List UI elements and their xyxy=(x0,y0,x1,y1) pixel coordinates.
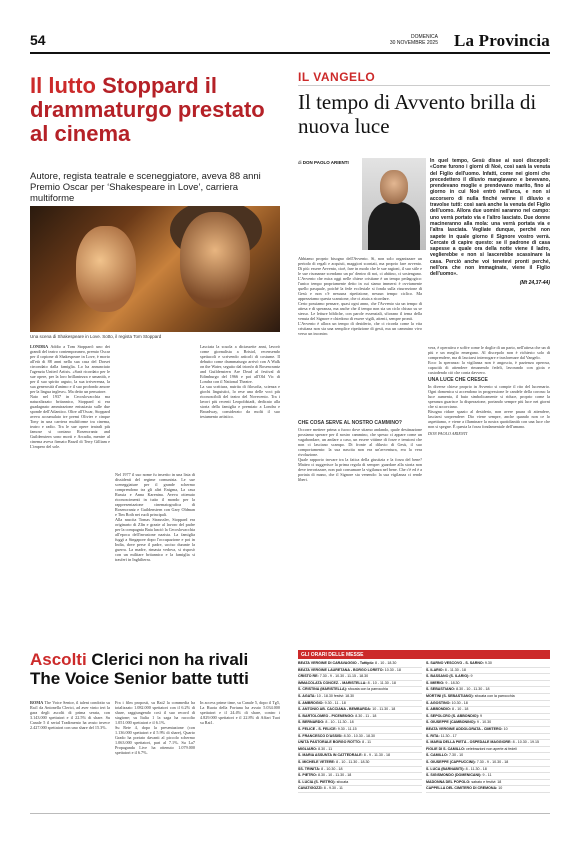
church-name: S. AMBROGIO: xyxy=(298,700,324,705)
church-name: MORTINI (S. SEBASTIANO): xyxy=(426,693,474,698)
mass-times-row xyxy=(298,786,422,793)
photo-shape xyxy=(380,170,408,204)
mass-hours: 8.30 - 10 - 11.30 - 18 xyxy=(316,773,352,778)
mass-times-row xyxy=(298,767,422,774)
right-article-byline xyxy=(298,160,356,166)
photo-shape xyxy=(76,226,136,312)
mass-hours: 8 - 10.30 - 19.15 xyxy=(511,740,539,745)
mass-times-row xyxy=(426,707,550,714)
mass-times-row xyxy=(298,694,422,701)
church-name: S. FELICE - S. FELICE: xyxy=(298,726,337,731)
mass-times-title: GLI ORARI DELLE MESSE xyxy=(298,650,550,659)
right-article-paragraph: Quale rapporto trovare tra la fatica della giustizia e la forza del bene? Matteo ci suggerisce la prima regola di sempre: guardare alla storia non deve terrorizzare, non può consumare la vigilanza nel bene. Che c'è ed è a portata di mano, che il Signore sta venendo: la sua vigilanza ci rende liberi. xyxy=(298,457,422,482)
mass-hours: 8 - 10.30 - 18 xyxy=(320,766,343,771)
bottom-article-kicker: Ascolti xyxy=(30,650,87,669)
mass-times-row xyxy=(426,694,550,701)
mass-hours: 9 - 18.30 xyxy=(444,680,460,685)
church-name: S. PIETRO: xyxy=(298,773,317,778)
mass-times-row xyxy=(298,740,422,747)
left-article-paragraph: Nato nel 1937 in Cecoslovacchia ma naturalizzato britannico, Stoppard si era guadagnato ammirazione entusiasta sulle due sponde dell'Atlantico. Oltre all'Oscar, Stoppard aveva accumulato tre premi Olivier e cinque Tony in una carriera multiforme tra cinema, teatro e radio. Tra le sue opere teatrali più famose si contano Rosencrantz and Guildenstern sono morti e Arcadia, mentre al cinema aveva firmato Brazil di Terry Gilliam e L'impero del sole. xyxy=(30,394,110,449)
church-name: BEATA VERGINE LAURETANA - BORGO LORETO: xyxy=(298,667,384,672)
left-article-paragraph: Alla nascita Tomas Straussler, Stoppard era originario di Zlín e grazie al lavoro del padre per la compagnia Bata lasciò la Cecoslovacchia all'epoca dell'invasione nazista. La famiglia fuggì a Singapore dopo l'occupazione e poi in India, dove perse il padre, ucciso durante la guerra. La madre, rimasta vedova, si risposò con un militare britannico e la famiglia si trasferì in Inghilterra. xyxy=(115,517,195,562)
mass-times-row xyxy=(298,668,422,675)
mass-hours: 8.30 - 11 xyxy=(317,746,333,751)
church-name: FIGLIE DI S. CAMILLO: xyxy=(426,746,466,751)
mass-times-row xyxy=(426,668,550,675)
mass-times-column-2 xyxy=(426,661,550,793)
bottom-article-paragraph: Fra i film proposti, su Rai2 la commedia ha totalizzato 1.082.000 spettatori con il 6.2% di share, raggiungendo così il suo record di stagione; su Italia 1 la saga ha raccolto 1.051.000 spettatori e il 6.1%. xyxy=(115,700,195,725)
church-name: S. CRISTINA (MARISTELLA): xyxy=(298,687,347,692)
mass-times-row xyxy=(426,747,550,754)
mass-times-row xyxy=(298,773,422,780)
mass-hours: 8 - 9 - 11.30 - 18 xyxy=(362,753,391,758)
mass-hours: 7.30 - 10 xyxy=(447,753,464,758)
mass-hours: 9 - 10.30 xyxy=(475,720,492,725)
mass-times-row xyxy=(298,707,422,714)
gospel-quote-reference: (Mt 24,37-44) xyxy=(519,279,550,286)
byline-name: DON PAOLO ARIENTI xyxy=(302,160,349,165)
mass-times-row xyxy=(426,687,550,694)
church-name: IMMACOLATA CONCEZ. - MARISTELLA: xyxy=(298,680,367,685)
right-article-paragraph: Ecco la speranza: la vigilanza non è angoscia, è pazienza operosa, capacità di attendere rimanendo fedeli, lavorando con gioia e custodendo ciò che conta davvero. xyxy=(428,360,550,375)
left-article-kicker: Il lutto xyxy=(30,73,96,98)
church-name: S. SEPOLCRO (S. ABBONDIO): xyxy=(426,713,479,718)
right-article-column-1b xyxy=(298,418,422,634)
mass-hours: 9 xyxy=(478,713,482,718)
church-name: CAVATIGOZZI: xyxy=(298,786,323,791)
mass-hours: 10 xyxy=(502,726,508,731)
mass-hours: 7.30 - 9 - 10.30 - 18 xyxy=(475,759,509,764)
mass-times-row xyxy=(426,727,550,734)
mass-times-row xyxy=(426,760,550,767)
church-name: BEATA VERGINE DI CARAVAGGIO - Tuttipiù: xyxy=(298,661,374,665)
mass-hours: 7.30 - 9 - 10.30 - 11.15 - 18.30 xyxy=(318,674,369,679)
left-article-column-3 xyxy=(200,344,280,634)
mass-hours: 8.30 - 10.30 - 18.30 xyxy=(342,733,375,738)
mass-hours: 8 - 10 - 18.30 xyxy=(374,661,397,665)
mass-times-row xyxy=(426,714,550,721)
mass-hours: sfocata con la parrocchia xyxy=(473,693,515,698)
mass-hours: 8 - 10 - 18 xyxy=(451,707,469,712)
church-name: S. GIUSEPPE (CAPPUCCINI): xyxy=(426,759,476,764)
mass-hours: 8 - 11.30 - 18 xyxy=(464,766,487,771)
church-name: S. LUCIA (S. PIETRO): xyxy=(298,779,336,784)
mass-times-row xyxy=(298,674,422,681)
mass-times-row xyxy=(426,786,550,793)
right-article-paragraph: Certo possiamo pensare, quasi ogni anno, che l'Avvento sia un tempo di attesa e di speranza, ma anche che il tempo non sia un ciclo chiuso su se stesso. Le letture bibliche, con parole essenziali, sfiorano il tema della venuta del Signore e chiedono di essere vigili, attenti, sempre pronti. xyxy=(298,301,422,321)
church-name: UNITÀ PASTORALE BORGO ROTTO: xyxy=(298,740,362,745)
left-article-paragraph: Addio a Tom Stoppard: uno dei grandi del teatro contemporaneo, premio Oscar per il copione di Shakespeare in Love, è morto all'età di 88 anni nella sua casa del Dorset circondato dalla famiglia. Lo ha annunciato l'agenzia United Artists. «Sarà ricordato per le sue opere, per la loro brillantezza e umanità, e per il suo spirito arguto, la sua irriverenza, la sua generosità d'animo e il suo profondo amore per la lingua inglese». Ma detto un pensatore. xyxy=(30,344,110,394)
mass-times-row xyxy=(426,701,550,708)
church-name: S. SARNO VESCOVO - S. SARNO: xyxy=(426,661,484,665)
photo-caption: Una scena di Shakespeare in Love. Sotto, il regista Tom Stoppard xyxy=(30,334,162,339)
left-article-paragraph: Nel 1977 il suo nome fu inserito in una lista di dissidenti del regime comunista. Le sue sceneggiature per il grande schermo comprendono tra gli altri Enigma, La casa Russia e Anna Karenina. Aveva ottenuto riconoscimenti in tutto il mondo per la rappresentazione cinematografica di Rosencrantz e Guildenstern con Gary Oldman e Tim Roth nei ruoli principali. xyxy=(115,472,195,517)
church-name: S. MARIA ASSUNTA IN CATTEDRALE: xyxy=(298,753,363,758)
header-date-full: 30 NOVEMBRE 2025 xyxy=(389,40,438,46)
church-name: S. GIUSEPPE (CAMBONINO): xyxy=(426,720,476,725)
church-name: S. BERNARDO: xyxy=(298,720,325,725)
church-name: S. SIGISMONDO (DOMENICANI): xyxy=(426,773,482,778)
bottom-article-column-2 xyxy=(115,700,195,810)
bottom-article-headline xyxy=(30,650,280,688)
mass-times-row xyxy=(298,701,422,708)
mass-times-row xyxy=(426,720,550,727)
church-name: S. ABBONDIO: xyxy=(426,707,452,712)
mass-hours: 9.30 xyxy=(483,661,492,665)
mass-hours: 8.30 - 10 - 11.30 - 18 xyxy=(455,687,490,692)
left-article-paragraph: La sua scrittura, nutrita di filosofia, scienza e giochi linguistici, lo rese una delle voci più riconoscibili del teatro del Novecento. Tra i lavori più recenti Leopoldstadt, dedicato alla storia della famiglia e premiato a Londra e Broadway, considerato da molti il suo testamento artistico. xyxy=(200,384,280,419)
church-name: S. RITA: xyxy=(426,733,440,738)
right-article-paragraph: Occorre mettere prima a fuoco dove stiamo andando, quale destinazione possiamo sperare per il nostro cammino, che spesso ci appare come un vagabondare, un andare a caso, un essere vittime di forze e tensioni che non ci lasciano scampo. Di fronte al diluvio di Gesù, il suo comportamento: la sua nascita non era un'avventura, era la vera rivoluzione. xyxy=(298,427,422,457)
church-name: BEATA VERGINE ADDOLORATA - CIMITERO: xyxy=(426,726,503,731)
church-name: S. CAMILLO: xyxy=(426,753,448,758)
bottom-article-dateline: ROMA xyxy=(30,700,44,705)
church-name: SS. TRINITÀ: xyxy=(298,766,321,771)
right-article-column-2 xyxy=(428,345,550,635)
mass-times-row xyxy=(298,747,422,754)
right-article-paragraph: Abbiamo proprio bisogno dell'Avvento. Sì, non solo organizzare un periodo di regali e acquisti, maggiori scontati, ma proprio fare avvento. Di più: essere Avvento, cioè, fare in modo che le sue ragioni, il suo stile e le sue risonanze scendano un po' dentro di noi, ci abitino, ci sostengano. L'Avvento che mica oggi nelle chiese cristiane è un tempo pedagogico: l'unico tempo propriamente detto in cui siamo immersi è ovviamente quello pasquale, poiché la fede ecclesiale si fonda sulla risurrezione di Gesù e non c'è nessuna ripetizione, nessun tempo ciclico. Ma apprezziamo questa scansione, che ci aiuta a ricordare. xyxy=(298,256,422,301)
mass-times-row xyxy=(298,681,422,688)
mass-hours: 8 - 11 xyxy=(361,740,372,745)
church-name: MIGLIARO: xyxy=(298,746,318,751)
mass-hours: 8 - 10 - 11.30 - 18 xyxy=(366,680,396,685)
left-article-dateline: LONDRA xyxy=(30,344,49,349)
mass-hours: 10 - 11.30 - 18 xyxy=(371,707,396,712)
mass-hours: 8.30 - 11 - 18 xyxy=(354,713,377,718)
mass-hours: 10.30 - 18 xyxy=(383,667,401,672)
mass-hours: 8 - 9.30 - 11 xyxy=(322,786,343,791)
church-name: MADONNA DEL POPOLO: xyxy=(426,779,471,784)
church-name: S. MARIA DELLA PIETÀ - OSPEDALE MAGGIORE: xyxy=(426,740,512,745)
church-name: CAPPELLA DEL CIMITERO DI CREMONA: xyxy=(426,786,498,791)
mass-times-row xyxy=(298,714,422,721)
church-name: S. MICHELE VETERE: xyxy=(298,759,336,764)
church-name: S. AGOSTINO: xyxy=(426,700,451,705)
page-header xyxy=(30,30,550,54)
mass-hours: 9 - 11 xyxy=(481,773,492,778)
church-name: S. ILARIO: xyxy=(426,667,444,672)
left-article-column-2 xyxy=(115,472,195,634)
mass-times-row xyxy=(298,734,422,741)
church-name: S. ANTONIO AB. CACCIANA - BEMBARDA: xyxy=(298,707,372,712)
left-article-paragraph: Lasciata la scuola a diciassette anni, lavorò come giornalista a Bristol, recensendo spettacoli e scrivendo articoli di costume. Il debutto come drammaturgo arrivò con A Walk on the Water, seguito dal trionfo di Rosencrantz and Guildenstern Are Dead al festival di Edimburgo del 1966 e poi all'Old Vic di Londra con il National Theatre. xyxy=(200,344,280,384)
header-date xyxy=(390,34,438,46)
mass-hours: 8 - 10 - 11.30 - 18.30 xyxy=(335,759,370,764)
mass-hours: 10 xyxy=(497,786,503,791)
mass-hours: celebrazioni non aperte ai fedeli xyxy=(465,746,517,751)
page-footer-rule xyxy=(30,813,550,814)
mass-times-row xyxy=(426,767,550,774)
mass-times-row xyxy=(298,760,422,767)
left-article-subtitle: Autore, regista teatrale e sceneggiatore, aveva 88 anni Premio Oscar per ‘Shakespeare in Love’, carriera multiforme xyxy=(30,171,261,204)
right-article-signature: DON PAOLO ARIENTI xyxy=(428,431,468,436)
gospel-quote-text: In quel tempo, Gesù disse ai suoi discepoli: «Come furono i giorni di Noè, così sarà la venuta del Figlio dell'uomo. Infatti, come nei giorni che precedettero il diluvio mangiavano e bevevano, prendevano moglie e prendevano marito, fino al giorno in cui Noè entrò nell'arca, e non si accorsero di nulla finché venne il diluvio e travolse tutti: così sarà anche la venuta del Figlio dell'uomo. Allora due uomini saranno nel campo: uno verrà portato via e l'altro lasciato. Due donne macineranno alla mola: una verrà portata via e l'altra lasciata. Vegliate dunque, perché non sapete in quale giorno il Signore vostro verrà. Cercate di capire questo: se il padrone di casa sapesse a quale ora della notte viene il ladro, veglierebbe e non si lascerebbe scassinare la casa. Perciò anche voi tenetevi pronti perché, nell'ora che non immaginate, viene il Figlio dell'uomo». xyxy=(430,158,550,278)
page-number: 54 xyxy=(30,32,46,48)
byline-prefix: di xyxy=(298,160,302,165)
bottom-article-paragraph: The Voice Senior, il talent condotto su Rai1 da Antonella Clerici, ad aver vinto ieri la gara degli ascolti di prima serata, con 3.143.000 spettatori e il 22.5% di share. Su Canale 5 il serial Tradimento ha avuto invece 2.427.000 spettatori con uno share del 15.3%. xyxy=(30,700,110,730)
mass-hours: 10 - 18.30 festivi: 18.30 xyxy=(315,693,355,698)
mass-times-row xyxy=(426,661,550,668)
mass-times-row xyxy=(426,753,550,760)
film-scene-photo xyxy=(30,206,280,332)
left-article-headline xyxy=(30,74,280,146)
mass-times-row xyxy=(426,740,550,747)
mass-hours: 9 xyxy=(469,674,473,679)
mass-times-row xyxy=(426,773,550,780)
mass-hours: 9.30 - 11 - 18 xyxy=(323,700,346,705)
mass-times-row xyxy=(426,681,550,688)
right-article-title: Il tempo di Avvento brilla di nuova luce xyxy=(298,90,537,138)
right-article-paragraph: Bisogna ridare spazio al desiderio, non avere paura di attendere, lasciarsi sorprendere: Dio viene sempre, anche quando non ce lo aspettiamo, e viene a illuminare la nostra quotidianità con una luce che non si spegne. È questa la forza fondamentale dell'umano. xyxy=(428,409,550,429)
bottom-article-paragraph: In access prime time, su Canale 5, dopo il Tg5, La Ruota della Fortuna ha avuto 5.034.000 spettatori e il 24.4% di share, contro i 4.829.000 spettatori e il 22.8% di Affari Tuoi su Rai1. xyxy=(200,700,280,725)
mass-hours: 11.30 - 17 xyxy=(439,733,457,738)
church-name: S. BASSANO (S. ILARIO): xyxy=(426,674,470,679)
header-date-day: DOMENICA xyxy=(411,34,438,40)
mass-times-row xyxy=(298,661,422,668)
right-article-paragraph: In diverse chiese proprio in Avvento si compie il rito del lucernario. Ogni domenica si accendono in progressione le candele della corona: la luce aumenta, il buio simbolicamente si riduce, proprio come la speranza guarisce la disperazione, portando sempre più luce nei giorni che si accorciano. xyxy=(428,384,550,409)
mass-times-row xyxy=(298,780,422,787)
right-article-subhead: CHE COSA SERVE AL NOSTRO CAMMINO? xyxy=(298,420,402,426)
church-name: S. SEBASTIANO: xyxy=(426,687,456,692)
mass-times-row xyxy=(298,727,422,734)
photo-shape xyxy=(368,202,420,250)
gospel-quote xyxy=(430,158,550,330)
church-name: S. IMERIO: xyxy=(426,680,445,685)
mass-times-row xyxy=(298,687,422,694)
newspaper-logo: La Provincia xyxy=(453,31,550,50)
mass-hours: 8 - 10 - 11.30 - 18 xyxy=(324,720,354,725)
mass-times-row xyxy=(426,734,550,741)
mass-hours: 10.30 - 18 xyxy=(450,700,468,705)
mass-hours: 8 - 11.30 - 18 xyxy=(443,667,466,672)
left-article-title: Stoppard il drammaturgo prestato al cinema xyxy=(30,73,265,146)
mass-times-table xyxy=(298,661,550,811)
mass-times-row xyxy=(298,753,422,760)
author-photo xyxy=(362,158,426,250)
church-name: S. LUCA (BARNABITI): xyxy=(426,766,465,771)
left-article-column-1 xyxy=(30,344,110,634)
mass-hours: 9.30 - 11.15 xyxy=(336,726,357,731)
right-article-kicker: IL VANGELO xyxy=(298,70,550,86)
right-article-paragraph: vera, è operativa e soffre come le doglie di un parto, nell'attesa che un di più e un meglio emergano. Al discepolo non è richiesto solo di comprendere, ma di lasciarsi interrogare e trasformare dal Vangelo. xyxy=(428,345,550,360)
right-article-column-1a xyxy=(298,256,422,416)
mass-hours: sfocata xyxy=(335,779,349,784)
bottom-article-column-1 xyxy=(30,700,110,810)
mass-times-row xyxy=(298,720,422,727)
church-name: S. AGATA: xyxy=(298,693,316,698)
mass-hours: sfocata con la parrocchia xyxy=(346,687,388,692)
mass-times-column-1 xyxy=(298,661,422,793)
mass-hours: sabato e festivi: 18 xyxy=(470,779,502,784)
bottom-article-paragraph: Su Rete 4, dopo la presentazione (con 1.136.000 spettatori e il 5.9% di share), Quarto Grado ha portato davanti al piccolo schermo 1.063.000 spettatori, pari al 7.1%. Su La7 Propaganda Live ha ottenuto 1.079.000 spettatori e il 6.7%. xyxy=(115,725,195,755)
mass-times-row xyxy=(426,674,550,681)
right-article-paragraph: L'Avvento è allora un tempo di desiderio, che ci ricorda come la vita cristiana non sia una semplice ripetizione di gesti, ma un cammino vivo verso un incontro. xyxy=(298,321,422,336)
church-name: CRISTO RE: xyxy=(298,674,319,679)
right-article-subhead: UNA LUCE CHE CRESCE xyxy=(428,377,488,383)
photo-shape xyxy=(180,212,250,308)
church-name: S. BARTOLOMEO - PICENENGO: xyxy=(298,713,355,718)
bottom-article-title: Clerici non ha rivali The Voice Senior batte tutti xyxy=(30,650,249,688)
bottom-article-column-3 xyxy=(200,700,280,810)
church-name: S. FRANCESCO D'ASSISI: xyxy=(298,733,343,738)
mass-times-row xyxy=(426,780,550,787)
